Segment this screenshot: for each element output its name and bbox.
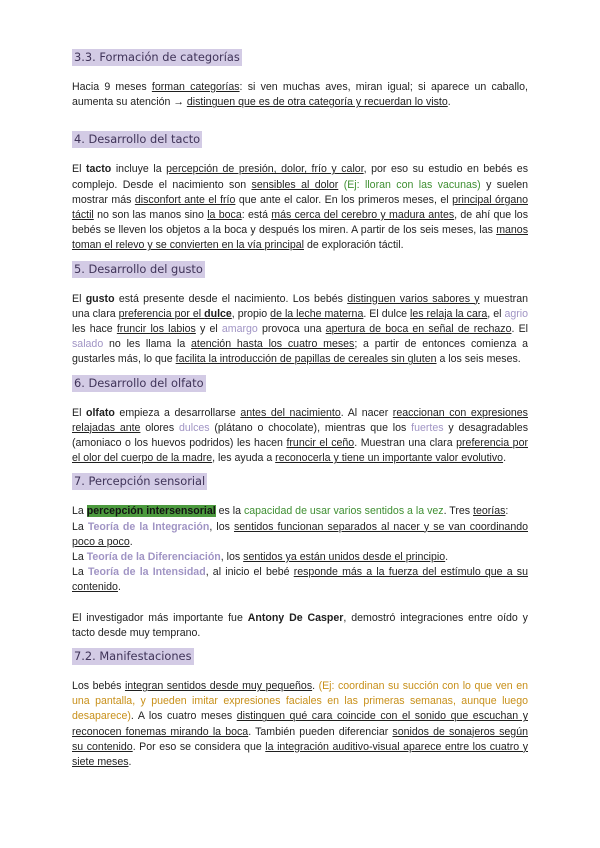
section-paragraph — [72, 406, 528, 467]
section-paragraph — [72, 679, 528, 770]
text-run-lav: salado — [72, 338, 104, 351]
section-heading: 3.3. Formación de categorías — [74, 50, 240, 64]
text-run-u: sonidos de sonajeros según su contenido — [72, 725, 528, 753]
text-run: y desagradables (amoniaco o los huevos podridos) les hacen — [72, 421, 528, 450]
text-run: , los — [209, 520, 234, 533]
text-run: es la — [215, 505, 244, 518]
text-run-b: Antony De Casper — [247, 611, 344, 624]
text-run-hl: percepción intersensorial — [86, 505, 216, 518]
text-run: : está — [241, 209, 272, 222]
text-run-lavb: Teoría de la Integración — [87, 520, 210, 533]
text-run-green: (Ej: lloran con las vacunas) — [343, 178, 481, 191]
text-run: , les ayuda a — [212, 452, 276, 465]
text-run-green: capacidad de usar varios sentidos a la vez — [243, 505, 444, 518]
section-paragraph — [72, 162, 528, 253]
text-run-u: integran sentidos desde muy pequeños — [124, 680, 313, 693]
text-run: . El — [511, 323, 528, 336]
text-run-lav: fuertes — [411, 421, 444, 434]
text-run: a los seis meses. — [436, 353, 521, 366]
section-manifestaciones — [72, 647, 528, 770]
theory-line — [72, 504, 528, 519]
text-run-u: teorías — [473, 505, 506, 518]
text-run-lavb: Teoría de la Diferenciación — [86, 551, 221, 564]
text-run: está presente desde el nacimiento. Los bebés — [114, 292, 348, 305]
text-run: : si ven muchas aves, miran igual; si aparece un caballo, aumenta su atención → — [72, 81, 528, 109]
text-run: La — [72, 520, 88, 533]
text-run-b: olfato — [86, 406, 115, 419]
text-run-u: preferencia por el olor del cuerpo de la madre — [72, 437, 528, 465]
text-run: incluye la — [111, 163, 167, 176]
section-heading: 6. Desarrollo del olfato — [74, 375, 204, 390]
section-percepcion-sensorial — [72, 472, 528, 641]
text-run: . Muestran una clara — [354, 437, 457, 450]
text-run-b-u: dulce — [204, 307, 232, 320]
text-run: , los — [220, 551, 244, 564]
text-run: Los bebés — [72, 680, 125, 693]
text-run-u: distinguen qué cara coincide con el sonido que escuchan y reconocen fonemas mirando la boca — [72, 710, 528, 738]
text-run-u: percepción de presión, dolor, frío y calor — [166, 163, 364, 176]
text-run-u: responde más a la fuerza del estímulo que a su contenido — [72, 566, 529, 594]
text-run-u: fruncir el ceño — [286, 437, 355, 450]
text-run: , el — [487, 307, 505, 320]
text-run: y el — [195, 323, 222, 336]
text-run: de exploración táctil. — [304, 239, 404, 252]
theory-line — [72, 520, 528, 550]
text-run-u: preferencia por el — [118, 307, 205, 320]
section-paragraph — [72, 80, 528, 110]
text-run-u: la boca — [207, 209, 242, 222]
section-desarrollo-tacto — [72, 130, 528, 253]
text-run-orange: (Ej: coordinan su succión con lo que ven en una pantalla, y pueden imitar expresiones faciales en las primeras semanas, aunque luego desaparece) — [72, 680, 528, 723]
text-run-b: tacto — [85, 163, 112, 176]
text-run: no son las manos sino — [93, 209, 208, 222]
text-run: . También pueden diferenciar — [248, 725, 393, 738]
text-run: La — [72, 566, 88, 579]
text-run-u: reaccionan con expresiones relajadas ante — [72, 406, 528, 434]
text-run: , por eso su estudio en bebés es complejo. Desde el nacimiento son — [72, 163, 528, 191]
theory-line — [72, 550, 528, 565]
theory-line — [72, 565, 528, 595]
section-paragraph — [72, 611, 528, 641]
text-run-u: de la leche materna — [270, 307, 364, 320]
text-run: El — [72, 406, 86, 419]
text-run-u: reconocerla y tiene un importante valor evolutivo — [275, 452, 504, 465]
text-run: . — [117, 581, 121, 594]
text-run: . — [312, 680, 319, 693]
text-run: , propio — [231, 307, 271, 320]
text-run: : — [505, 505, 509, 518]
text-run-u: sensibles al dolor — [251, 178, 339, 191]
text-run: . A los cuatro meses — [130, 710, 237, 723]
text-run-u: disconfort ante el frío — [134, 193, 236, 206]
text-run: , al inicio el bebé — [205, 566, 294, 579]
text-run-u: les relaja la cara — [410, 307, 488, 320]
section-heading: 5. Desarrollo del gusto — [74, 261, 203, 276]
text-run: La — [72, 505, 87, 518]
text-run-u: forman categorías — [151, 81, 240, 93]
text-run-u: manos toman el relevo y se convierten en la vía principal — [72, 224, 528, 252]
section-heading: 7.2. Manifestaciones — [74, 649, 192, 664]
text-run: Hacia 9 meses — [72, 81, 152, 93]
text-run: que ante el calor. En los primeros meses, el — [235, 193, 453, 206]
text-run: . — [128, 756, 132, 769]
text-run: olores — [140, 421, 179, 434]
text-run: no les llama la — [103, 338, 192, 351]
text-run: . Tres — [443, 505, 474, 518]
text-run: . — [503, 452, 507, 465]
section-heading: 4. Desarrollo del tacto — [74, 132, 201, 147]
text-run-u: más cerca del cerebro y madura antes — [271, 209, 455, 222]
text-run: . El dulce — [363, 307, 411, 320]
text-run-u: sentidos ya están unidos desde el principio — [243, 551, 446, 564]
text-run: les hace — [72, 323, 117, 336]
text-run-u: apertura de boca en señal de rechazo — [325, 323, 512, 336]
text-run: empieza a desarrollarse — [114, 406, 241, 419]
text-run-lav: dulces — [178, 421, 210, 434]
text-run-u: facilita la introducción de papillas de cereales sin gluten — [175, 353, 437, 366]
text-run: . Al nacer — [340, 406, 393, 419]
text-run: (plátano o chocolate), mientras que los — [209, 421, 412, 434]
section-heading: 7. Percepción sensorial — [74, 474, 206, 489]
section-desarrollo-olfato — [72, 374, 528, 467]
text-run-lavb: Teoría de la Intensidad — [87, 566, 206, 579]
text-run: El — [72, 292, 86, 305]
text-run-u: la integración auditivo-visual aparece entre los cuatro y siete meses — [72, 740, 529, 769]
text-run: provoca una — [257, 323, 326, 336]
text-run-u: sentidos funcionan separados al nacer y se van coordinando poco a poco — [72, 520, 529, 548]
section-paragraph — [72, 292, 528, 368]
text-run: El — [72, 163, 86, 176]
text-run: El investigador más importante fue — [72, 611, 248, 624]
text-run: . Por eso se considera que — [132, 740, 266, 753]
text-run-u: atención hasta los cuatro meses — [191, 338, 355, 351]
text-run: ; a partir de entonces comienza a gustarles más, lo que — [72, 338, 529, 366]
text-run-u: principal órgano táctil — [72, 193, 529, 222]
text-run-b: gusto — [85, 292, 115, 305]
text-run: . — [129, 535, 133, 548]
text-run-u: fruncir los labios — [116, 323, 196, 336]
section-formacion-categorias — [72, 48, 528, 110]
text-run: . — [445, 551, 449, 564]
text-run-u: antes del nacimiento — [240, 406, 341, 419]
text-run: , demostró integraciones entre oído y tacto desde muy temprano. — [72, 611, 528, 639]
text-run-u: distinguen varios sabores y — [347, 292, 480, 305]
text-run: y suelen mostrar más — [72, 178, 528, 206]
text-run: , de ahí que los bebés se lleven los objetos a la boca y después los miren. A partir de los seis meses, las — [72, 209, 528, 237]
text-run-lav: agrio — [504, 307, 529, 320]
section-desarrollo-gusto — [72, 260, 528, 368]
text-run: La — [72, 551, 87, 564]
text-run: muestran una clara — [72, 292, 528, 320]
text-run-u: distinguen que es de otra categoría y recuerdan lo visto — [186, 96, 448, 109]
text-run: . — [447, 96, 451, 109]
text-run-lav: amargo — [221, 323, 258, 336]
